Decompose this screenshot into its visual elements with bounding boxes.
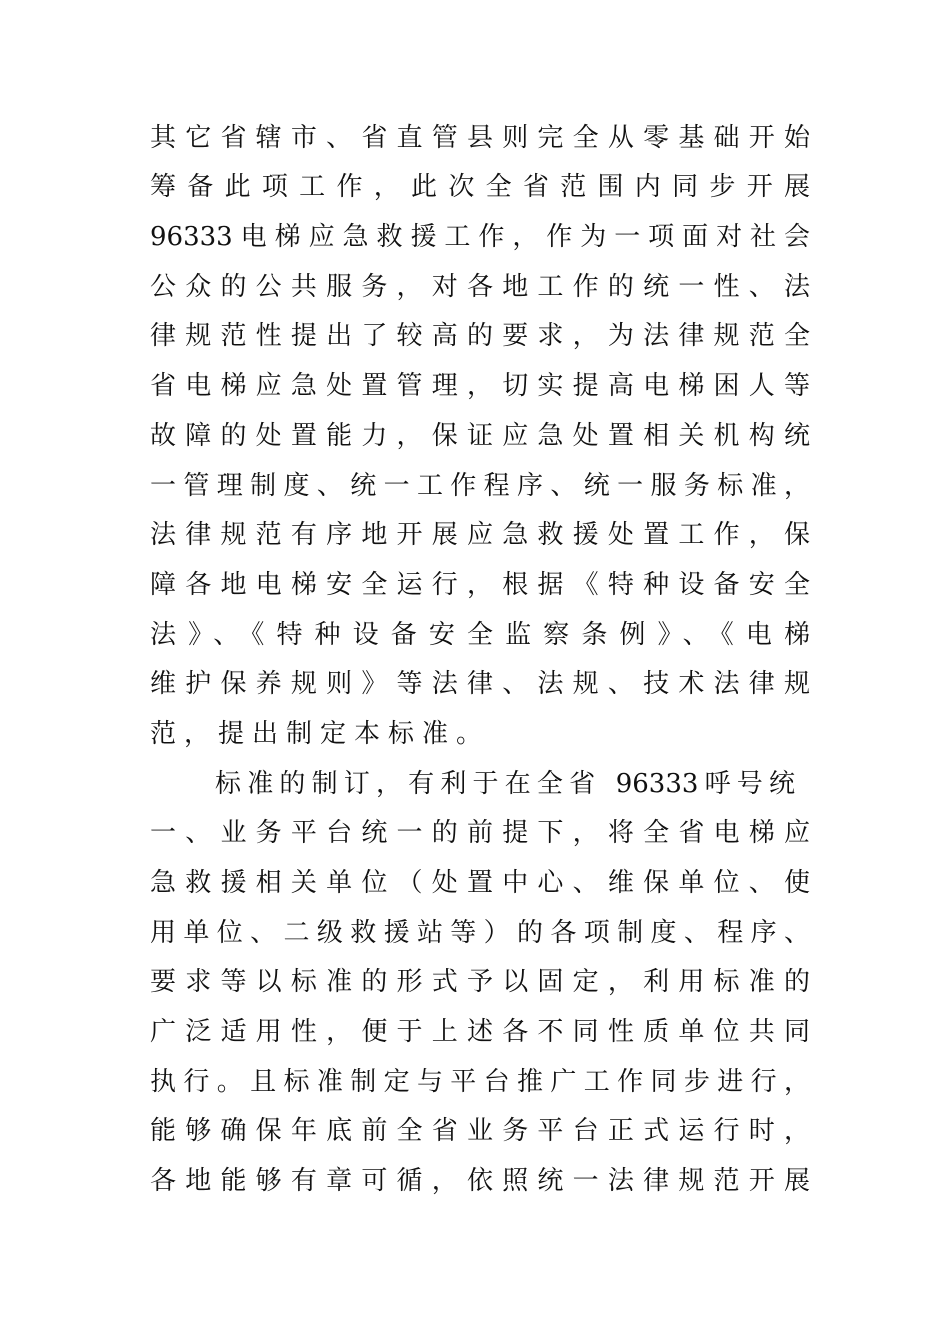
text-line: 一管理制度、统一工作程序、统一服务标准， — [150, 471, 810, 501]
text-line: 广泛适用性，便于上述各不同性质单位共同 — [150, 1017, 810, 1047]
text-line: 能够确保年底前全省业务平台正式运行时， — [150, 1116, 810, 1146]
text-line: 障各地电梯安全运行，根据《特种设备安全 — [150, 570, 810, 600]
text-line: 法》、《特种设备安全监察条例》、《电梯 — [150, 620, 810, 650]
text-line: 省电梯应急处置管理，切实提高电梯困人等 — [150, 371, 810, 401]
text-line: 律规范性提出了较高的要求，为法律规范全 — [150, 321, 810, 351]
text-line: 维护保养规则》等法律、法规、技术法律规 — [150, 669, 810, 699]
text-line: 故障的处置能力，保证应急处置相关机构统 — [150, 421, 810, 451]
text-line: 96333电梯应急救援工作，作为一项面对社会 — [150, 222, 810, 252]
text-line: 执行。且标准制定与平台推广工作同步进行， — [150, 1067, 810, 1097]
text-line: 标准的制订，有利于在全省 96333呼号统 — [215, 769, 795, 799]
text-line: 法律规范有序地开展应急救援处置工作，保 — [150, 520, 810, 550]
text-line: 各地能够有章可循，依照统一法律规范开展 — [150, 1166, 810, 1196]
text-line: 一、业务平台统一的前提下，将全省电梯应 — [150, 818, 810, 848]
text-line: 范，提出制定本标准。 — [150, 719, 491, 749]
text-line: 用单位、二级救援站等）的各项制度、程序、 — [150, 918, 810, 948]
text-line: 其它省辖市、省直管县则完全从零基础开始 — [150, 123, 810, 153]
text-line: 筹备此项工作，此次全省范围内同步开展 — [150, 172, 810, 202]
text-line: 要求等以标准的形式予以固定，利用标准的 — [150, 967, 810, 997]
text-line: 急救援相关单位（处置中心、维保单位、使 — [150, 868, 810, 898]
text-line: 公众的公共服务，对各地工作的统一性、法 — [150, 272, 810, 302]
